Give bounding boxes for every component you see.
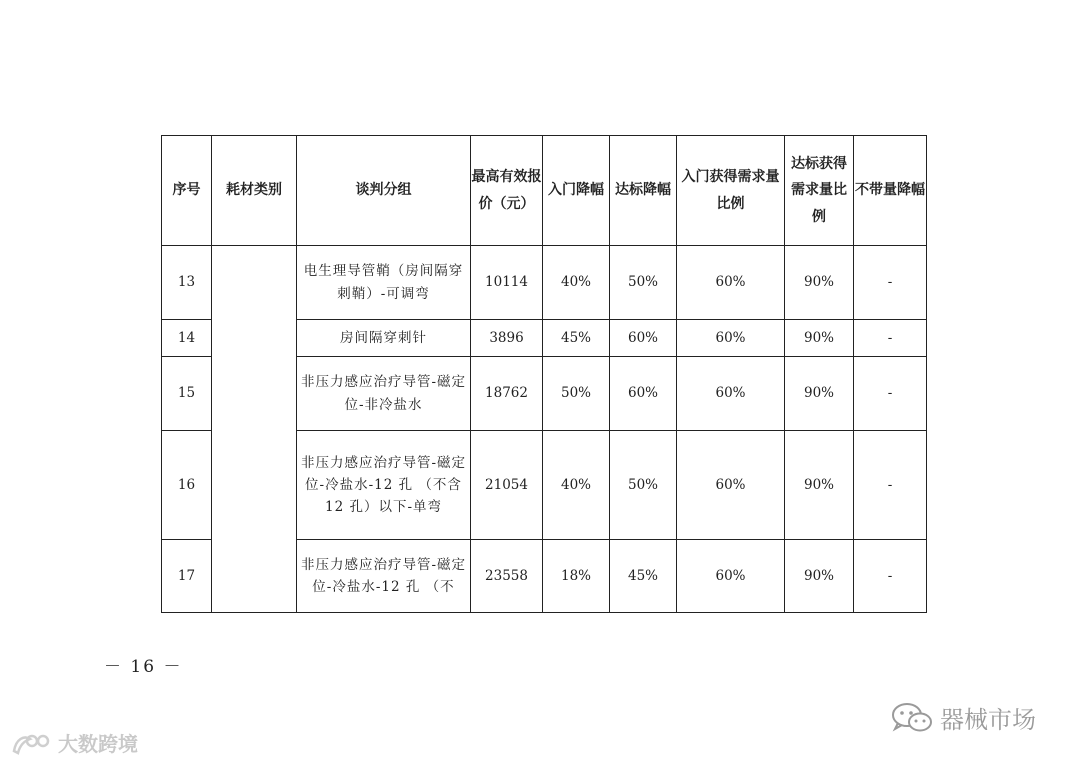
seq-cell: 16: [162, 431, 212, 540]
entry-drop-cell: 45%: [543, 320, 610, 357]
page-number: － 16 －: [104, 657, 183, 677]
target-drop-cell: 50%: [610, 431, 677, 540]
seq-cell: 14: [162, 320, 212, 357]
header-row: [162, 136, 927, 246]
watermark-right-text: 器械市场: [940, 706, 1036, 734]
header-entry-ratio: 入门获得需求量比例: [677, 136, 785, 246]
entry-drop-cell: 50%: [543, 357, 610, 431]
max-price-cell: 23558: [471, 540, 543, 613]
no-volume-drop-cell: -: [854, 540, 927, 613]
max-price-cell: 18762: [471, 357, 543, 431]
dashuju-logo-icon: [10, 729, 52, 757]
table-row: [162, 246, 927, 320]
group-cell: 非压力感应治疗导管-磁定位-非冷盐水: [297, 357, 471, 431]
entry-drop-cell: 40%: [543, 431, 610, 540]
entry-ratio-cell: 60%: [677, 357, 785, 431]
watermark-right: [890, 700, 1036, 735]
header-no-volume-drop: 不带量降幅: [854, 136, 927, 246]
target-drop-cell: 50%: [610, 246, 677, 320]
group-cell: 房间隔穿刺针: [297, 320, 471, 357]
target-ratio-cell: 90%: [785, 320, 854, 357]
header-entry-drop: 入门降幅: [543, 136, 610, 246]
header-seq: 序号: [162, 136, 212, 246]
seq-cell: 13: [162, 246, 212, 320]
seq-cell: 15: [162, 357, 212, 431]
target-ratio-cell: 90%: [785, 246, 854, 320]
target-drop-cell: 60%: [610, 320, 677, 357]
entry-ratio-cell: 60%: [677, 320, 785, 357]
max-price-cell: 10114: [471, 246, 543, 320]
group-cell: 非压力感应治疗导管-磁定位-冷盐水-12 孔 （不: [297, 540, 471, 613]
watermark-left: [10, 728, 138, 757]
target-ratio-cell: 90%: [785, 431, 854, 540]
entry-ratio-cell: 60%: [677, 246, 785, 320]
header-target-drop: 达标降幅: [610, 136, 677, 246]
header-max-price: 最高有效报价（元）: [471, 136, 543, 246]
seq-cell: 17: [162, 540, 212, 613]
target-drop-cell: 60%: [610, 357, 677, 431]
no-volume-drop-cell: -: [854, 357, 927, 431]
max-price-cell: 21054: [471, 431, 543, 540]
category-cell: [212, 246, 297, 613]
entry-ratio-cell: 60%: [677, 431, 785, 540]
entry-ratio-cell: 60%: [677, 540, 785, 613]
negotiation-table: [161, 135, 927, 613]
target-ratio-cell: 90%: [785, 540, 854, 613]
header-target-ratio: 达标获得需求量比例: [785, 136, 854, 246]
entry-drop-cell: 40%: [543, 246, 610, 320]
target-drop-cell: 45%: [610, 540, 677, 613]
target-ratio-cell: 90%: [785, 357, 854, 431]
max-price-cell: 3896: [471, 320, 543, 357]
group-cell: 非压力感应治疗导管-磁定位-冷盐水-12 孔 （不含 12 孔）以下-单弯: [297, 431, 471, 540]
header-group: 谈判分组: [297, 136, 471, 246]
no-volume-drop-cell: -: [854, 431, 927, 540]
watermark-left-text: 大数跨境: [58, 732, 138, 756]
header-category: 耗材类别: [212, 136, 297, 246]
no-volume-drop-cell: -: [854, 320, 927, 357]
no-volume-drop-cell: -: [854, 246, 927, 320]
group-cell: 电生理导管鞘（房间隔穿刺鞘）-可调弯: [297, 246, 471, 320]
entry-drop-cell: 18%: [543, 540, 610, 613]
wechat-icon: [890, 702, 934, 734]
